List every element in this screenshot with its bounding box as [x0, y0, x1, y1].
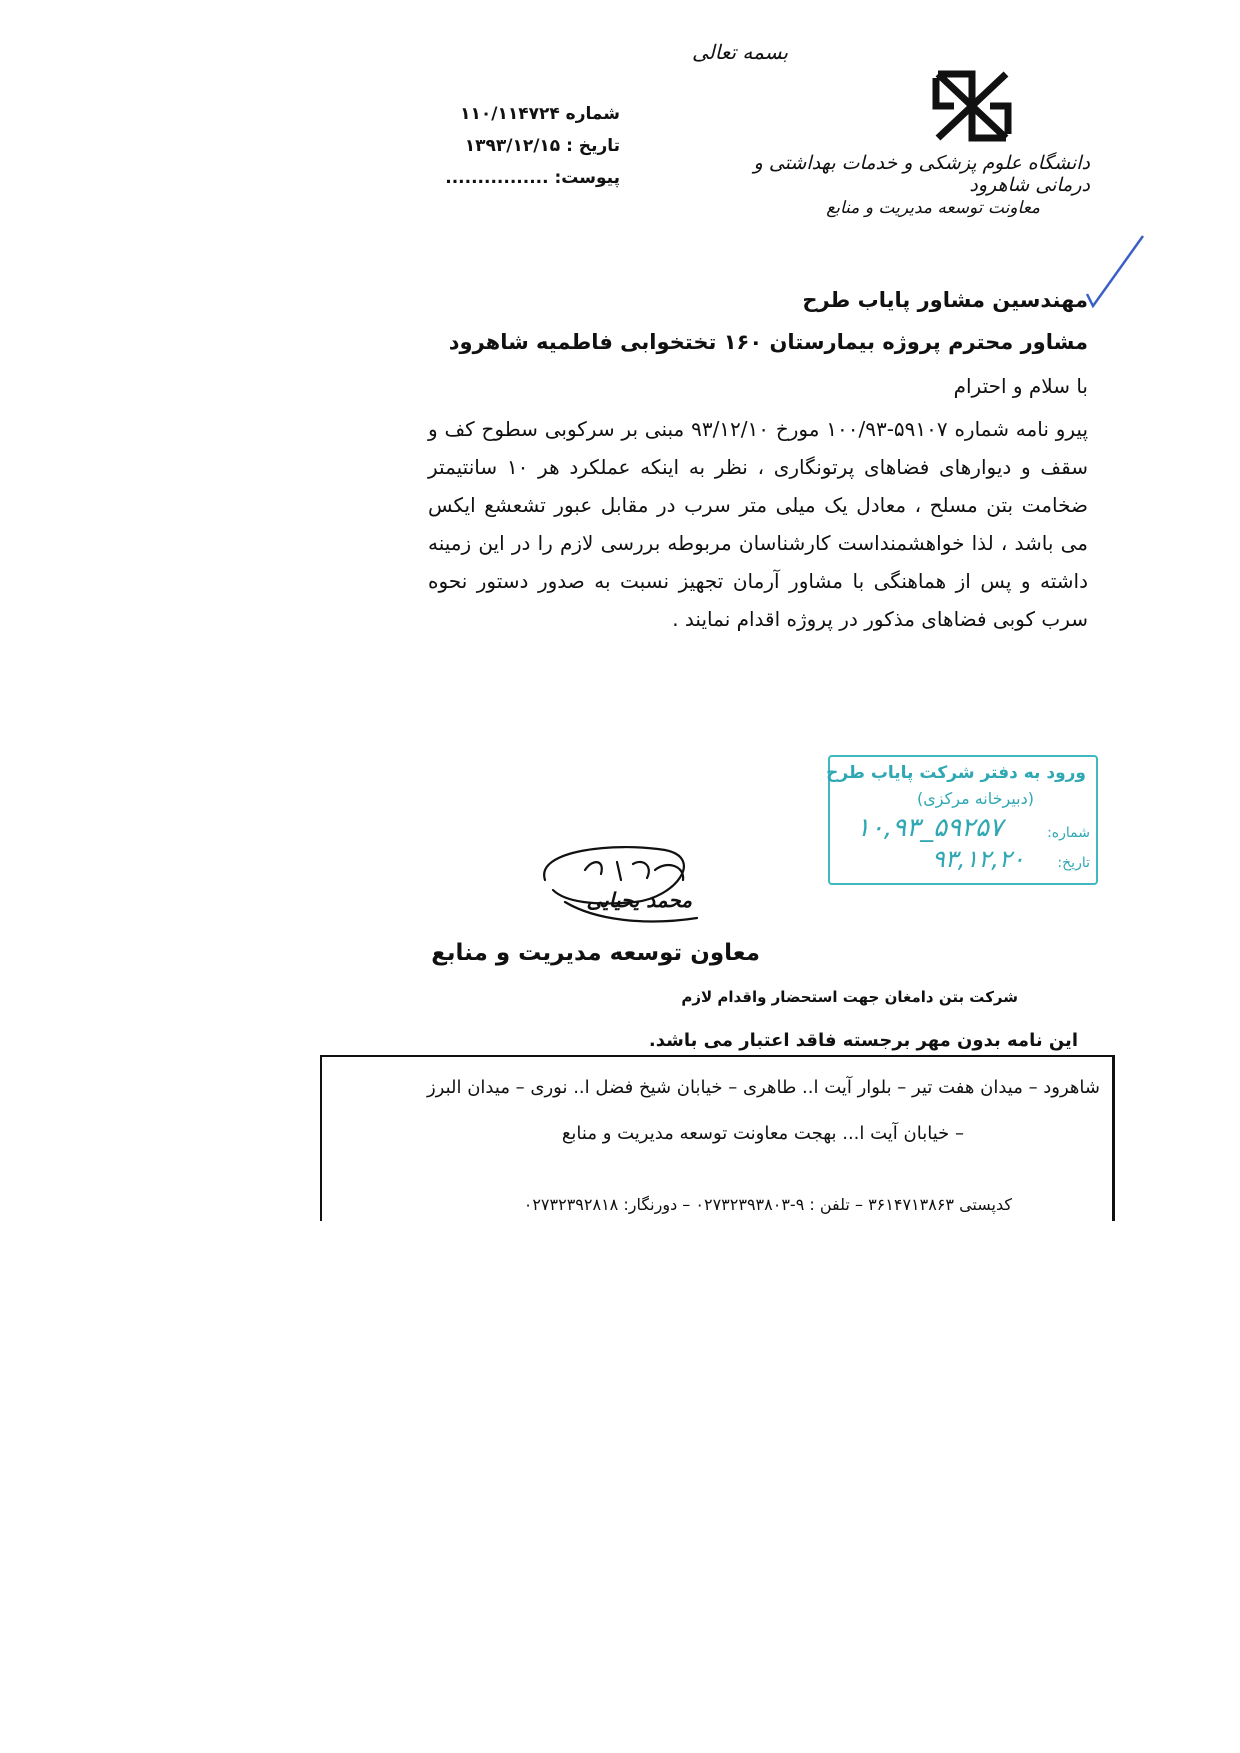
department-name: معاونت توسعه مدیریت و منابع [826, 198, 1040, 218]
recipient-project: مشاور محترم پروژه بیمارستان ۱۶۰ تختخوابی فاطمیه شاهرود [448, 330, 1088, 354]
letter-number-row [430, 98, 620, 130]
stamp-number-label: شماره: [1047, 825, 1090, 841]
signatory-name: محمد یحیایی [586, 888, 692, 912]
footer-address-line-1: شاهرود – میدان هفت تیر – بلوار آیت ا.. طاهری – خیابان شیخ فضل ا.. نوری – میدان البرز [426, 1077, 1100, 1098]
letter-meta [430, 98, 620, 194]
check-mark-icon [1085, 232, 1145, 312]
letter-attachment-row [430, 162, 620, 194]
footer-address-box [320, 1055, 1115, 1221]
signatory-title: معاون توسعه مدیریت و منابع [431, 940, 760, 966]
greeting: با سلام و احترام [953, 374, 1088, 398]
footer-contact-line: کدپستی ۳۶۱۴۷۱۳۸۶۳ – تلفن : ۹-۰۲۷۳۲۳۹۳۸۰۳ – دورنگار: ۰۲۷۳۲۳۹۲۸۱۸ [523, 1195, 1012, 1214]
letter-number-value: ۱۱۰/۱۱۴۷۲۴ [460, 104, 560, 124]
stamp-title: ورود به دفتر شرکت پایاب طرح [826, 763, 1086, 783]
basmala: بسمه تعالی [691, 40, 789, 64]
stamp-date-label: تاریخ: [1057, 855, 1090, 871]
letter-number-label: شماره [565, 104, 620, 124]
handwritten-signature [525, 840, 705, 928]
letter-body: پیرو نامه شماره ۵۹۱۰۷-۱۰۰/۹۳ مورخ ۹۳/۱۲/۱۰ مبنی بر سرکوبی سطوح کف و سقف و دیوارهای فضاهای پرتونگاری ، نظر به اینکه عملکرد هر ۱۰ سانتیمتر ضخامت بتن مسلح ، معادل یک میلی متر سرب در مقابل عبور تشعشع ایکس می باشد ، لذا خواهشمنداست کارشناسان مربوطه بررسی لازم را در این زمینه داشته و پس از هماهنگی با مشاور آرمان تجهیز نسبت به صدور دستور نحوه سرب کوبی فضاهای مذکور در پروژه اقدام نمایند . [428, 417, 1089, 631]
letter-attachment-value: ................ [445, 168, 549, 188]
carbon-copy-note: شرکت بتن دامغان جهت استحضار واقدام لازم [681, 988, 1018, 1006]
stamp-subtitle: (دبیرخانه مرکزی) [917, 789, 1034, 808]
stamp-date-value: ۹۳,۱۲,۲۰ [932, 845, 1025, 873]
validity-notice: این نامه بدون مهر برجسته فاقد اعتبار می باشد. [648, 1030, 1078, 1051]
recipient-firm: مهندسین مشاور پایاب طرح [802, 288, 1088, 312]
letter-attachment-label: پیوست: [554, 168, 620, 188]
letter-date-value: ۱۳۹۳/۱۲/۱۵ [464, 136, 561, 156]
university-name: دانشگاه علوم پزشکی و خدمات بهداشتی و درمانی شاهرود [753, 152, 1090, 196]
university-logo-icon [930, 68, 1014, 144]
receipt-stamp [828, 755, 1098, 885]
footer-address-line-2: – خیابان آیت ا... بهجت معاونت توسعه مدیریت و منابع [561, 1123, 964, 1144]
stamp-number-value: ۱۰,۹۳_۵۹۲۵۷ [856, 813, 1003, 843]
letter-date-row [430, 130, 620, 162]
letter-date-label: تاریخ : [566, 136, 620, 156]
